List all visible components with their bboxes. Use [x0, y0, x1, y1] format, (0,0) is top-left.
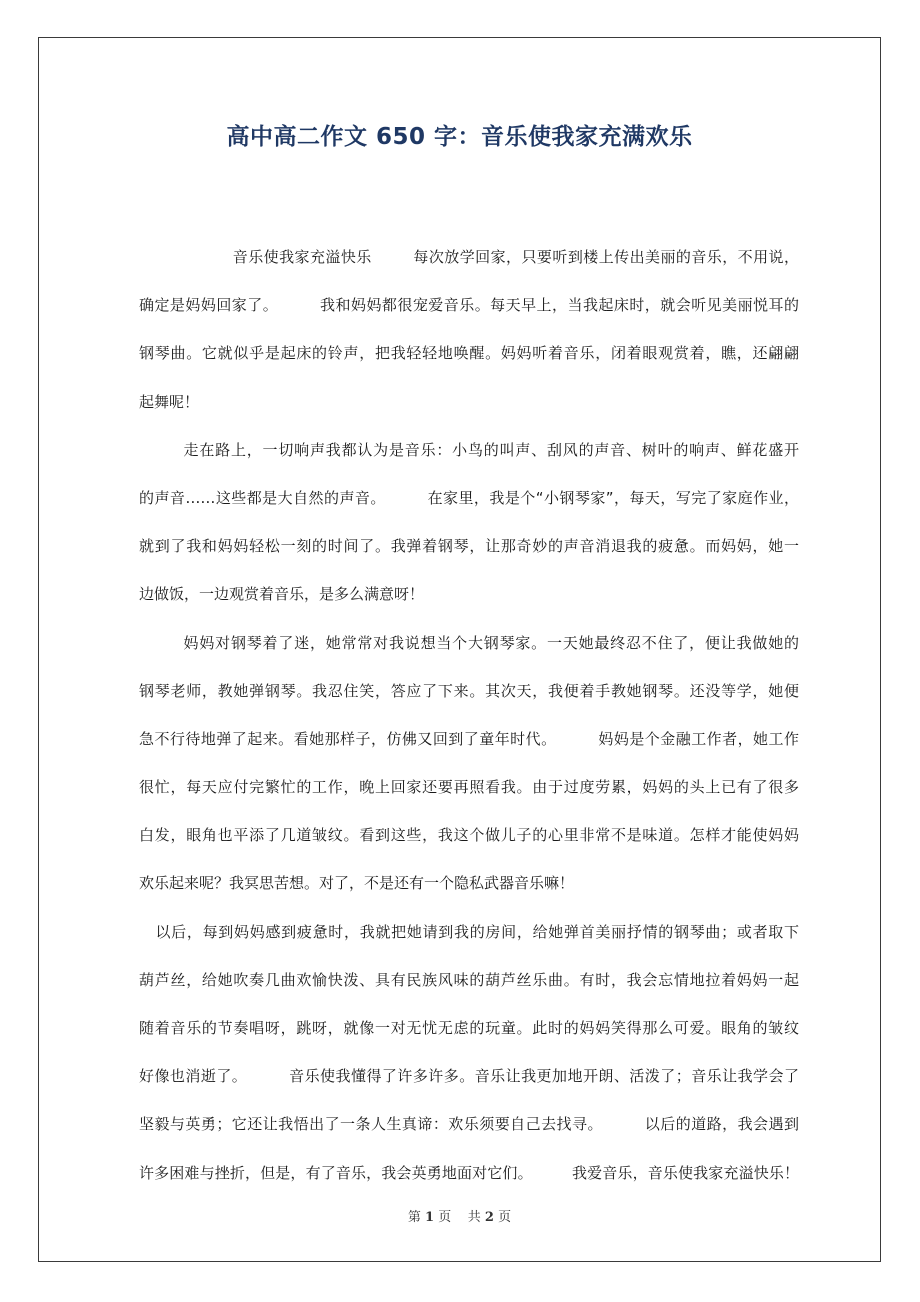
body-line: 急不行待地弹了起来。看她那样子，仿佛又回到了童年时代。 妈妈是个金融工作者，她工作	[139, 729, 799, 748]
body-line: 的声音……这些都是大自然的声音。 在家里，我是个“小钢琴家”，每天，写完了家庭作业，	[139, 488, 799, 507]
body-line: 以后，每到妈妈感到疲惫时，我就把她请到我的房间，给她弹首美丽抒情的钢琴曲；或者取下	[139, 922, 799, 941]
body-line: 白发，眼角也平添了几道皱纹。看到这些，我这个做儿子的心里非常不是味道。怎样才能使妈妈	[139, 826, 799, 845]
body-line: 音乐使我家充溢快乐 每次放学回家，只要听到楼上传出美丽的音乐，不用说，	[139, 248, 799, 266]
body-line: 走在路上，一切响声我都认为是音乐：小鸟的叫声、刮风的声音、树叶的响声、鲜花盛开	[139, 440, 799, 459]
footer-page-current: 1	[425, 1210, 435, 1225]
footer-page-total: 2	[484, 1210, 494, 1225]
body-line: 欢乐起来呢？我冥思苦想。对了，不是还有一个隐私武器音乐嘛！	[139, 874, 575, 893]
body-line: 钢琴老师，教她弹钢琴。我忍住笑，答应了下来。其次天，我便着手教她钢琴。还没等学，她便	[139, 681, 799, 700]
body-line: 许多困难与挫折，但是，有了音乐，我会英勇地面对它们。 我爱音乐，音乐使我家充溢快乐！	[139, 1163, 799, 1182]
body-line: 钢琴曲。它就似乎是起床的铃声，把我轻轻地唤醒。妈妈听着音乐，闭着眼观赏着，瞧，还翩翩	[139, 344, 799, 363]
footer-page-suffix: 页	[493, 1210, 512, 1225]
page-footer	[38, 1206, 881, 1225]
body-line: 随着音乐的节奏唱呀，跳呀，就像一对无忧无虑的玩童。此时的妈妈笑得那么可爱。眼角的皱纹	[139, 1019, 799, 1037]
body-line: 好像也消逝了。 音乐使我懂得了许多许多。音乐让我更加地开朗、活泼了；音乐让我学会了	[139, 1067, 799, 1086]
body-line: 确定是妈妈回家了。 我和妈妈都很宠爱音乐。每天早上，当我起床时，就会听见美丽悦耳的	[139, 296, 799, 315]
body-line: 起舞呢！	[139, 392, 200, 411]
body-line: 葫芦丝，给她吹奏几曲欢愉快泼、具有民族风味的葫芦丝乐曲。有时，我会忘情地拉着妈妈一起	[139, 970, 799, 989]
body-line: 就到了我和妈妈轻松一刻的时间了。我弹着钢琴，让那奇妙的声音消退我的疲惫。而妈妈，她一	[139, 537, 799, 556]
body-line: 妈妈对钢琴着了迷，她常常对我说想当个大钢琴家。一天她最终忍不住了，便让我做她的	[139, 633, 799, 652]
document-body	[139, 233, 799, 1197]
document-title: 高中高二作文 650 字：音乐使我家充满欢乐	[226, 124, 693, 150]
footer-page-prefix: 第	[407, 1210, 426, 1225]
body-line: 很忙，每天应付完繁忙的工作，晚上回家还要再照看我。由于过度劳累，妈妈的头上已有了很多	[139, 778, 799, 797]
footer-page-mid: 页 共	[434, 1210, 485, 1225]
body-line: 边做饭，一边观赏着音乐，是多么满意呀！	[139, 585, 425, 604]
body-line: 坚毅与英勇；它还让我悟出了一条人生真谛：欢乐须要自己去找寻。 以后的道路，我会遇到	[139, 1115, 799, 1134]
